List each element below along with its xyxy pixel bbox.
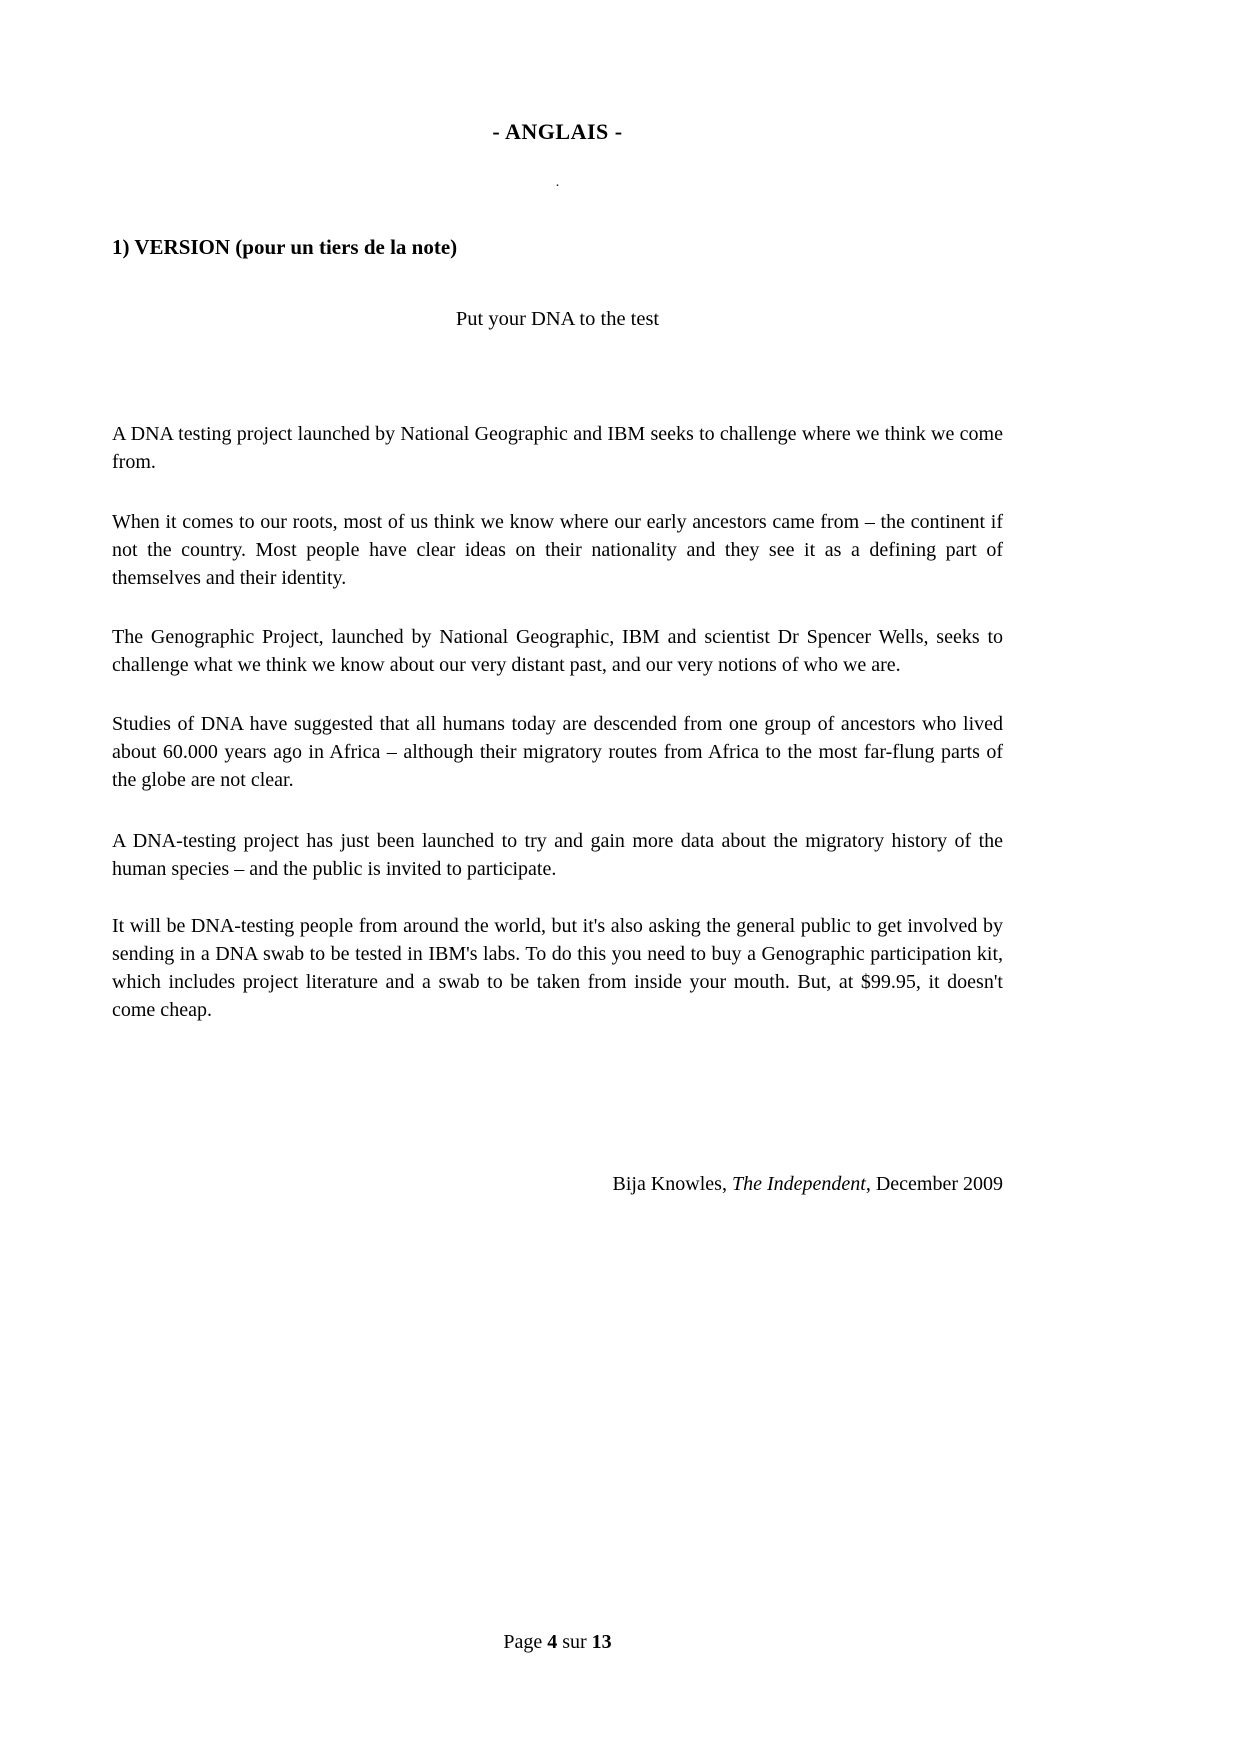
- attribution-author: Bija Knowles,: [612, 1173, 732, 1195]
- attribution-line: [112, 1170, 1003, 1198]
- article-title: Put your DNA to the test: [455, 308, 660, 330]
- section-heading-version: 1) VERSION (pour un tiers de la note): [112, 235, 458, 259]
- paragraph-genographic-project: The Genographic Project, launched by National Geographic, IBM and scientist Dr Spencer Wells, seeks to challenge what we think we know about our very distant past, and our very notions of who we are.: [112, 626, 1003, 676]
- paragraph-project-launch: A DNA-testing project has just been launched to try and gain more data about the migratory history of the human species – and the public is invited to participate.: [112, 830, 1003, 880]
- attribution-date: , December 2009: [865, 1173, 1003, 1195]
- paragraph-roots: When it comes to our roots, most of us think we know where our early ancestors came from – the continent if not the country. Most people have clear ideas on their nationality and they see it as a defining part of themselves and their identity.: [112, 511, 1003, 589]
- footer-page-label: Page: [503, 1631, 548, 1653]
- footer-total-pages: 13: [591, 1631, 612, 1653]
- document-title: - ANGLAIS -: [492, 119, 623, 144]
- paragraph-intro: A DNA testing project launched by National Geographic and IBM seeks to challenge where we think we come from.: [112, 423, 1003, 473]
- footer-separator: sur: [557, 1631, 592, 1653]
- page-footer: [112, 1628, 1003, 1656]
- attribution-source: The Independent: [731, 1173, 866, 1195]
- paragraph-dna-studies: Studies of DNA have suggested that all humans today are descended from one group of ancestors who lived about 60.000 years ago in Africa – although their migratory routes from Africa to the most far-flung parts of the globe are not clear.: [112, 713, 1003, 791]
- footer-page-number: 4: [547, 1631, 558, 1653]
- scan-dot-artifact: .: [555, 175, 560, 190]
- paragraph-participation-kit: It will be DNA-testing people from around the world, but it's also asking the general public to get involved by sending in a DNA swab to be tested in IBM's labs. To do this you need to buy a Genographic participation kit, which includes project literature and a swab to be taken from inside your mouth. But, at $99.95, it doesn't come cheap.: [112, 915, 1003, 1021]
